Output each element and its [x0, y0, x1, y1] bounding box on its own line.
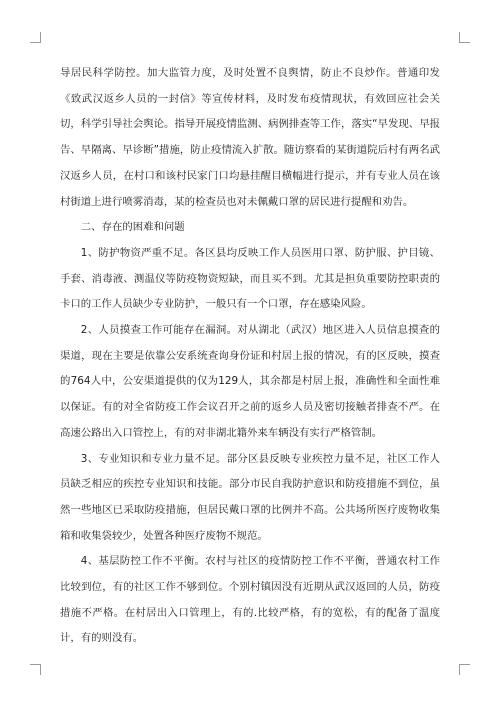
paragraph-issue-1: 1、防护物资严重不足。各区县均反映工作人员医用口罩、防护服、护目镜、手套、消毒液、测温仪等防疫物资短缺，而且买不到。尤其是担负重要防控职责的卡口的工作人员缺少专业防护，一般只有一个口罩，存在感染风险。 — [60, 246, 440, 311]
crop-mark-bottom-right — [459, 664, 470, 675]
paragraph-issue-4: 4、基层防控工作不平衡。农村与社区的疫情防控工作不平衡，普通农村工作比较到位，有的社区工作不够到位。个别村镇因没有近期从武汉返回的人员，防疫措施不严格。在村居出入口管理上，有的.比较严格，有的宽松，有的配备了温度计，有的则没有。 — [60, 555, 440, 645]
paragraph-continuation: 导居民科学防控。加大监管力度，及时处置不良舆情，防止不良炒作。普通印发《致武汉返乡人员的一封信》等宣传材料，及时发布疫情现状，有效回应社会关切，科学引导社会舆论。指导开展疫情监测、病例排查等工作，落实“早发现、早报告、早隔离、早诊断”措施，防止疫情流入扩散。随访察看的某街道院后村有两名武汉返乡人员，在村口和该村民家门口均悬挂醒目横幅进行提示，并有专业人员在该村街道上进行喷雾消毒，某的检查员也对未佩戴口罩的居民进行提醒和劝告。 — [60, 67, 440, 208]
paragraph-issue-2: 2、人员摸查工作可能存在漏洞。对从湖北（武汉）地区进入人员信息摸查的渠道，现在主要是依靠公安系统查询身份证和村居上报的情况，有的区反映，摸查的764人中，公安渠道提供的仅为129人，其余都是村居上报，准确性和全面性难以保证。有的对全省防疫工作会议召开之前的返乡人员及密切接触者排查不严。在高速公路出入口管控上，有的对非湖北籍外来车辆没有实行严格管制。 — [60, 324, 440, 439]
paragraph-issue-3: 3、专业知识和专业力量不足。部分区县反映专业疾控力量不足，社区工作人员缺乏相应的疾控专业知识和技能。部分市民自我防护意识和防疫措施不到位，虽然一些地区已采取防疫措施，但居民戴口罩的比例并不高。公共场所医疗废物收集箱和收集袋较少，处置各种医疗废物不规范。 — [60, 452, 440, 542]
crop-mark-top-right — [459, 32, 470, 43]
crop-mark-top-left — [30, 32, 41, 43]
section-heading: 二、存在的困难和问题 — [80, 221, 185, 234]
document-body — [60, 61, 440, 652]
crop-mark-bottom-left — [30, 664, 41, 675]
